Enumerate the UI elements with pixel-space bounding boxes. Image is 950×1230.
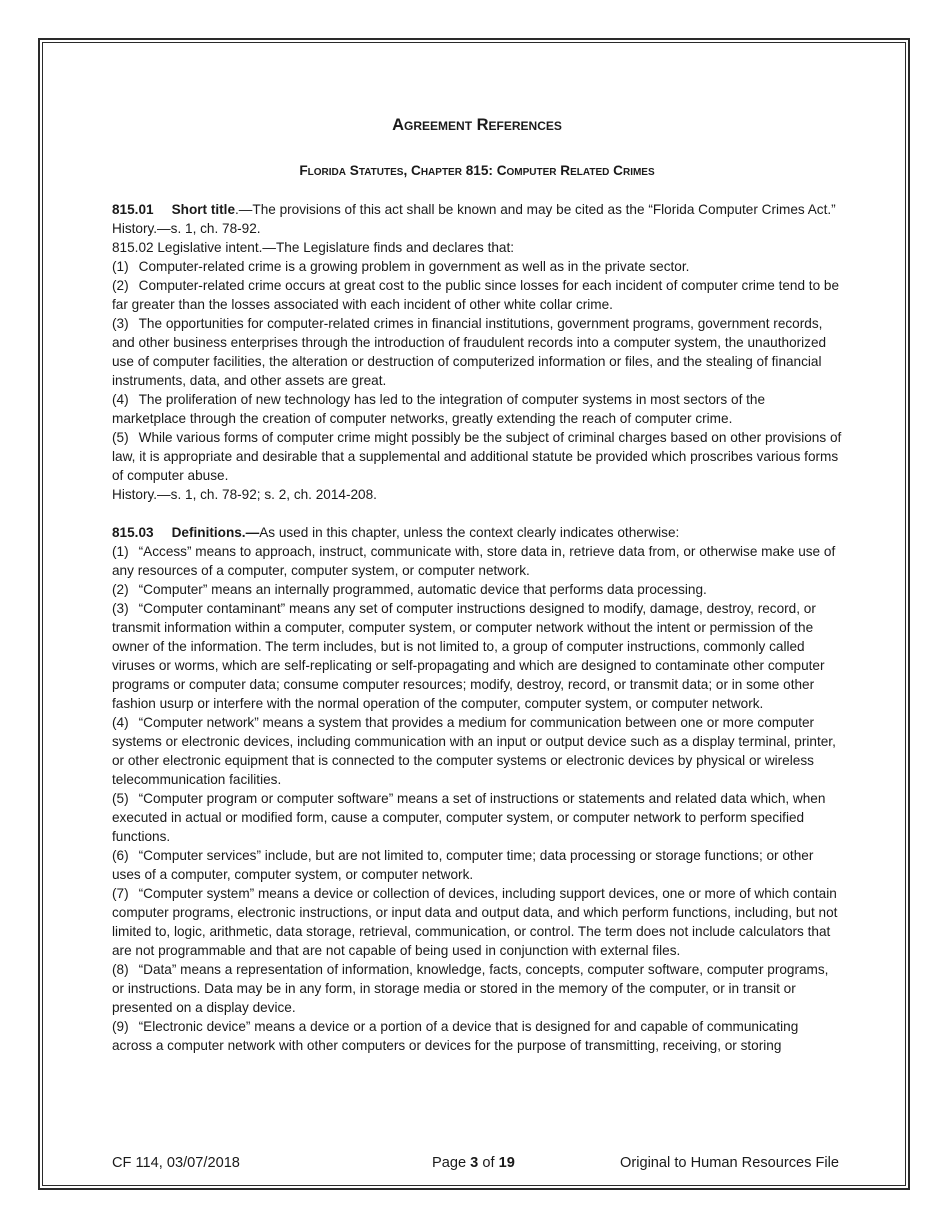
item-text: “Data” means a representation of information, knowledge, facts, concepts, computer software, computer programs, or instructions. Data may be in any form, in storage media or stored in the memory of the computer, or in transit or presented on a display device. [112,962,829,1015]
list-item [112,542,842,580]
item-text: “Computer system” means a device or collection of devices, including support devices, one or more of which contain computer programs, electronic instructions, or input data and output data, and which perform functions, including, but not limited to, logic, arithmetic, data storage, retrieval, communication, or control. The term does not include calculators that are not programmable and that are not capable of being used in conjunction with external files. [112,886,838,958]
list-item [112,257,842,276]
list-item [112,580,842,599]
page-indicator [432,1152,515,1174]
spacer [112,504,842,523]
section-text: .—The provisions of this act shall be known and may be cited as the “Florida Computer Crimes Act.” [235,202,836,217]
list-item [112,789,842,846]
page-title: Agreement References [392,116,562,134]
item-text: “Computer program or computer software” means a set of instructions or statements and related data which, when executed in actual or modified form, cause a computer, computer system, or computer network to perform specified functions. [112,791,826,844]
item-number: (9) [112,1019,129,1034]
item-text: “Computer” means an internally programmed, automatic device that performs data processing. [138,582,707,597]
item-text: “Computer contaminant” means any set of computer instructions designed to modify, damage, destroy, record, or transmit information within a computer, computer system, or computer network without the intent or permission of the owner of the information. The term includes, but is not limited to, a group of computer instructions, commonly called viruses or worms, which are self-replicating or self-propagating and which are designed to contaminate other computer programs or computer data; consume computer resources; modify, destroy, record, or transmit data; or in some other fashion usurp or interfere with the normal operation of the computer, computer system, or computer network. [112,601,825,711]
list-item [112,1017,842,1055]
item-number: (3) [112,316,129,331]
item-number: (1) [112,544,129,559]
item-number: (4) [112,392,129,407]
list-item [112,884,842,960]
item-text: “Access” means to approach, instruct, communicate with, store data in, retrieve data from, or otherwise make use of any resources of a computer, computer system, or computer network. [112,544,836,578]
item-number: (1) [112,259,129,274]
item-text: “Computer services” include, but are not limited to, computer time; data processing or storage functions; or other uses of a computer, computer system, or computer network. [112,848,814,882]
section-heading: Short title [171,202,236,217]
file-note: Original to Human Resources File [620,1155,839,1171]
item-number: (8) [112,962,129,977]
section-number: 815.01 [112,202,154,217]
section-heading: Definitions.— [171,525,260,540]
item-number: (5) [112,430,129,445]
page-total: 19 [498,1155,515,1171]
form-id: CF 114, 03/07/2018 [112,1155,240,1171]
section-815-03 [112,523,842,542]
item-text: Computer-related crime occurs at great cost to the public since losses for each incident of computer crime tend to be far greater than the losses associated with each incident of other white collar crime. [112,278,840,312]
list-item [112,276,842,314]
item-text: Computer-related crime is a growing problem in government as well as in the private sector. [138,259,690,274]
item-number: (5) [112,791,129,806]
item-text: “Electronic device” means a device or a portion of a device that is designed for and capable of communicating across a computer network with other computers or devices for the purpose of transmitting, receiving, or storing [112,1019,799,1053]
section-history: History.—s. 1, ch. 78-92. [112,221,261,236]
list-item [112,428,842,485]
page-footer [112,1152,839,1174]
list-item [112,390,842,428]
item-text: The opportunities for computer-related crimes in financial institutions, government programs, government records, and other business enterprises through the introduction of fraudulent records into a computer system, the unauthorized use of computer facilities, the alteration or destruction of computerized information or files, and the stealing of financial instruments, data, and other assets are great. [112,316,827,388]
list-item [112,713,842,789]
list-item [112,846,842,884]
list-item [112,314,842,390]
section-history: History.—s. 1, ch. 78-92; s. 2, ch. 2014-208. [112,487,377,502]
item-text: “Computer network” means a system that provides a medium for communication between one or more computer systems or electronic devices, including communication with an input or output device such as a display terminal, printer, or other electronic equipment that is connected to the computer systems or electronic devices by physical or wireless telecommunication facilities. [112,715,836,787]
item-number: (2) [112,582,129,597]
chapter-subtitle: Florida Statutes, Chapter 815: Computer Related Crimes [299,163,655,178]
item-number: (7) [112,886,129,901]
item-text: While various forms of computer crime might possibly be the subject of criminal charges based on other provisions of law, it is appropriate and desirable that a supplemental and additional statute be provided which proscribes various forms of computer abuse. [112,430,842,483]
section-815-02-heading: 815.02 Legislative intent.—The Legislature finds and declares that: [112,240,515,255]
list-item [112,599,842,713]
item-number: (2) [112,278,129,293]
item-number: (3) [112,601,129,616]
item-number: (6) [112,848,129,863]
of-label: of [482,1155,495,1171]
section-intro: As used in this chapter, unless the context clearly indicates otherwise: [259,525,680,540]
item-text: The proliferation of new technology has led to the integration of computer systems in most sectors of the marketplace through the creation of computer networks, greatly extending the reach of computer crime. [112,392,766,426]
page-label: Page [432,1155,467,1171]
list-item [112,960,842,1017]
item-number: (4) [112,715,129,730]
document-body [112,113,842,1055]
page-number: 3 [470,1155,479,1171]
section-815-01 [112,200,842,219]
section-number: 815.03 [112,525,154,540]
